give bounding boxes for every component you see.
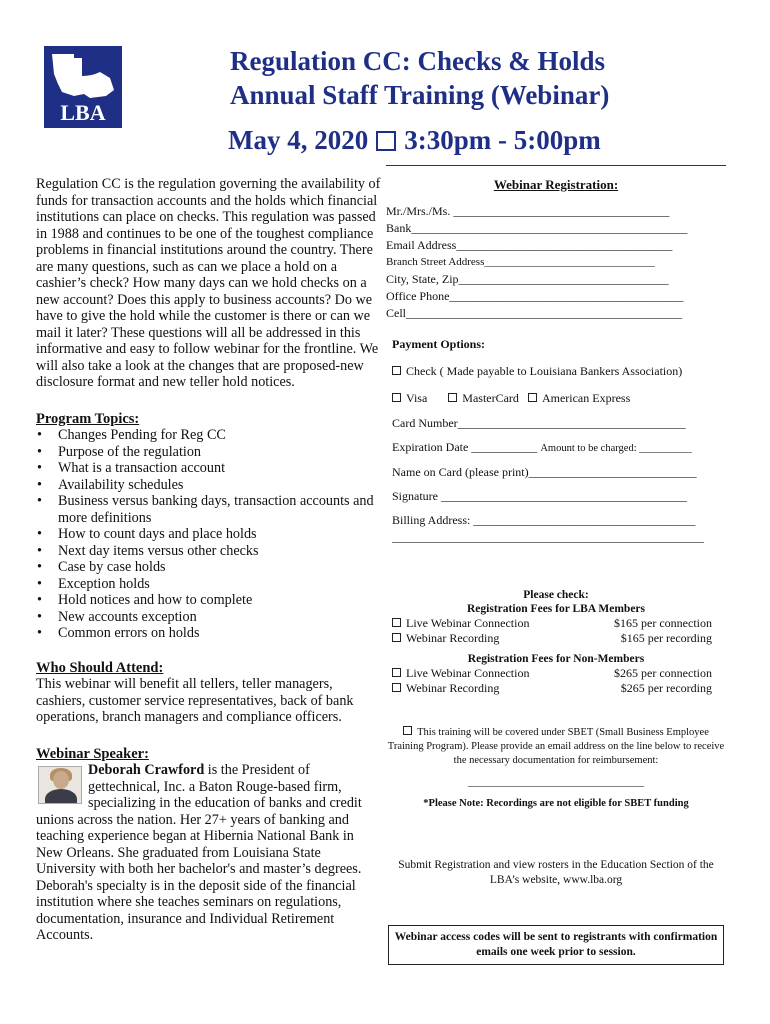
fee-option-label	[392, 631, 499, 646]
fee-label: Webinar Recording	[406, 631, 500, 645]
topic-item: • Changes Pending for Reg CC	[36, 427, 381, 444]
amount-field[interactable]: Amount to be charged: __________	[540, 443, 692, 454]
name-on-card-field[interactable]: Name on Card (please print)____________________________	[392, 465, 697, 479]
fee-option-label	[392, 666, 529, 681]
checkbox-icon[interactable]	[392, 668, 401, 677]
check-option[interactable]	[392, 363, 726, 380]
title-line-2: Annual Staff Training (Webinar)	[230, 80, 610, 110]
sbet-note: *Please Note: Recordings are not eligible for SBET funding	[423, 798, 689, 809]
program-topics-heading: Program Topics:	[36, 410, 140, 427]
fee-label: Webinar Recording	[406, 681, 500, 695]
topic-item: • How to count days and place holds	[36, 526, 381, 543]
event-time: 3:30pm - 5:00pm	[404, 125, 601, 155]
mastercard-option[interactable]	[448, 391, 519, 405]
speaker-name: Deborah Crawford	[88, 762, 205, 778]
fee-price: $265 per recording	[620, 681, 712, 695]
topic-item: • Availability schedules	[36, 477, 381, 494]
header-divider	[386, 165, 726, 166]
checkbox-icon[interactable]	[392, 393, 401, 402]
card-number-field[interactable]: Card Number______________________________________	[392, 416, 686, 430]
webinar-registration-heading: Webinar Registration:	[493, 177, 619, 192]
billing-address-field[interactable]: Billing Address: _____________________________________	[392, 513, 696, 527]
topic-item: • What is a transaction account	[36, 460, 381, 477]
checkbox-icon[interactable]	[392, 633, 401, 642]
checkbox-icon[interactable]	[392, 366, 401, 375]
event-date: May 4, 2020	[228, 125, 369, 155]
topic-item: • Common errors on holds	[36, 625, 381, 642]
signature-field[interactable]: Signature _________________________________________	[392, 489, 687, 503]
webinar-speaker-heading: Webinar Speaker:	[36, 745, 149, 762]
member-fees-list	[386, 616, 726, 646]
nonmember-fees-list	[386, 666, 726, 696]
page-title	[230, 44, 609, 112]
card-type-options	[392, 390, 726, 407]
expiration-row	[392, 439, 726, 457]
fee-price: $165 per recording	[620, 631, 712, 645]
checkbox-icon[interactable]	[392, 618, 401, 627]
registration-field[interactable]: Mr./Mrs./Ms. ____________________________________	[386, 204, 670, 218]
member-fees-heading: Registration Fees for LBA Members	[467, 603, 645, 615]
expiration-field[interactable]: Expiration Date ___________	[392, 440, 538, 454]
mastercard-label: MasterCard	[462, 391, 519, 405]
fee-option[interactable]	[386, 631, 726, 646]
checkbox-icon[interactable]	[528, 393, 537, 402]
sbet-email-line[interactable]: ________________________________	[468, 776, 644, 788]
access-code-notice: Webinar access codes will be sent to registrants with confirmation emails one week prior to session.	[388, 925, 724, 965]
speaker-bio-text: is the President of gettechnical, Inc. a Baton Rouge-based firm, specializing in the education of banks and credit unions across the nation. Her 27+ years of banking and teaching experience began at Hibernia National Bank in New Orleans. She graduated from Louisiana State University with both her bachelor's and master’s degrees. Deborah's specialty is in the deposit side of the financial institution where she teaches seminars on regulations, documentation, insurance and Individual Retirement Accounts.	[36, 762, 362, 943]
check-option-label: Check ( Made payable to Louisiana Bankers Association)	[406, 364, 683, 378]
payment-options-heading: Payment Options:	[392, 337, 485, 351]
checkbox-icon[interactable]	[403, 726, 412, 735]
fee-option[interactable]	[386, 666, 726, 681]
visa-option[interactable]	[392, 391, 427, 405]
fee-option[interactable]	[386, 616, 726, 631]
fee-option[interactable]	[386, 681, 726, 696]
topic-item: • Next day items versus other checks	[36, 543, 381, 560]
checkbox-icon	[376, 131, 396, 151]
sbet-text: This training will be covered under SBET (Small Business Employee Training Program). Please provide an email address on the line below to receive the necessary documentation for reimbursement:	[387, 727, 725, 766]
intro-paragraph: Regulation CC is the regulation governing the availability of funds for transaction accounts and the holds which financial institutions can place on checks. This regulation was passed in 1988 and continues to be one of the toughest compliance problems in financial institutions around the country. There are many questions, such as can we place a hold on a cashier’s check? How many days can we hold checks on a new account? Does this apply to business accounts? Do we have to give the hold while the customer is there or can we mail it later? These questions will all be addressed in this informative and easy to follow webinar for the frontline. We will also take a look at the changes that are proposed-new disclosure format and new teller hold notices.	[36, 176, 381, 390]
topic-item: • Business versus banking days, transaction accounts and more definitions	[36, 493, 381, 526]
logo-text: LBA	[60, 100, 106, 125]
fee-option-label	[392, 616, 529, 631]
sbet-option[interactable]	[386, 726, 726, 768]
fee-price: $165 per connection	[614, 616, 712, 630]
lba-logo	[44, 46, 122, 128]
fees-section	[386, 588, 726, 696]
registration-field[interactable]: Email Address____________________________________	[386, 238, 673, 252]
who-should-attend-heading: Who Should Attend:	[36, 659, 164, 676]
fee-option-label	[392, 681, 499, 696]
please-check-label: Please check:	[523, 589, 589, 601]
submit-instructions: Submit Registration and view rosters in the Education Section of the LBA’s website, www.lba.org	[398, 859, 714, 886]
registration-field[interactable]: Office Phone_______________________________________	[386, 289, 684, 303]
registration-field[interactable]: Branch Street Address_______________________________	[386, 256, 655, 268]
registration-field[interactable]: City, State, Zip___________________________________	[386, 272, 669, 286]
speaker-photo	[38, 766, 82, 804]
topic-item: • Exception holds	[36, 576, 381, 593]
title-line-1: Regulation CC: Checks & Holds	[230, 46, 606, 76]
left-column	[36, 176, 381, 944]
checkbox-icon[interactable]	[392, 683, 401, 692]
registration-fields	[386, 203, 726, 322]
topic-item: • Purpose of the regulation	[36, 444, 381, 461]
fee-label: Live Webinar Connection	[406, 616, 530, 630]
billing-address-line-2[interactable]: ____________________________________________________	[392, 530, 704, 544]
registration-field[interactable]: Cell______________________________________________	[386, 306, 682, 320]
event-date-time	[228, 124, 601, 156]
amex-label: American Express	[541, 391, 631, 405]
topic-item: • New accounts exception	[36, 609, 381, 626]
topic-item: • Case by case holds	[36, 559, 381, 576]
speaker-bio	[36, 762, 381, 944]
program-topics-list	[36, 427, 381, 642]
registration-column	[386, 176, 726, 888]
fee-label: Live Webinar Connection	[406, 666, 530, 680]
nonmember-fees-heading: Registration Fees for Non-Members	[467, 653, 645, 665]
topic-item: • Hold notices and how to complete	[36, 592, 381, 609]
who-should-attend-text: This webinar will benefit all tellers, teller managers, cashiers, customer service representatives, back of bank operations, branch managers and compliance officers.	[36, 676, 354, 725]
visa-label: Visa	[406, 391, 428, 405]
checkbox-icon[interactable]	[448, 393, 457, 402]
fee-price: $265 per connection	[614, 666, 712, 680]
amex-option[interactable]	[528, 391, 630, 405]
registration-field[interactable]: Bank______________________________________________	[386, 221, 688, 235]
